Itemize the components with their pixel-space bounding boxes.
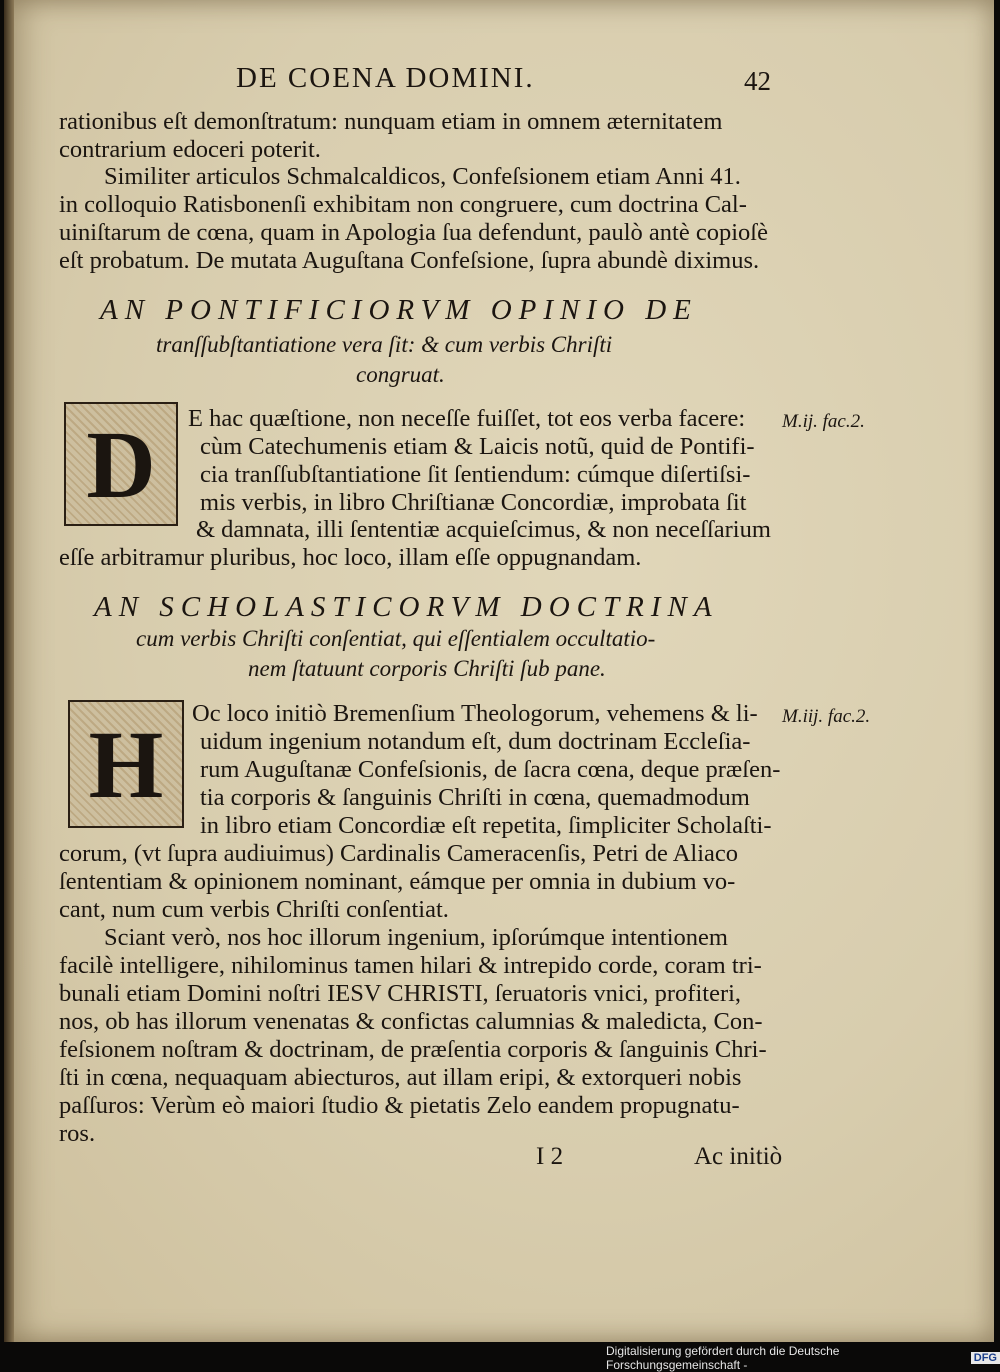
section-heading-1-line3: congruat. xyxy=(356,362,445,387)
text-line: cia tranſſubſtantiatione ſit ſentiendum: cúmque diſertiſsi- xyxy=(200,461,751,488)
section-heading-1: AN PONTIFICIORVM OPINIO DE xyxy=(100,294,698,326)
section-heading-2: AN SCHOLASTICORVM DOCTRINA xyxy=(94,591,719,623)
text-line: ros. xyxy=(59,1120,96,1147)
text-line: cant, num cum verbis Chriſti conſentiat. xyxy=(59,896,449,923)
text-line: uiniſtarum de cœna, quam in Apologia ſua defendunt, paulò antè copioſè xyxy=(59,219,768,246)
book-page xyxy=(4,0,994,1342)
text-line: facilè intelligere, nihilominus tamen hilari & intrepido corde, coram tri- xyxy=(59,952,762,979)
margin-note-2: M.iij. fac.2. xyxy=(782,706,871,727)
text-line: E hac quæſtione, non neceſſe fuiſſet, tot eos verba facere: xyxy=(188,405,746,432)
initial-letter: H xyxy=(88,710,164,818)
text-line: mis verbis, in libro Chriſtianæ Concordiæ, improbata ſit xyxy=(200,489,747,516)
running-head: DE COENA DOMINI. xyxy=(236,62,535,94)
text-line: Similiter articulos Schmalcaldicos, Confeſsionem etiam Anni 41. xyxy=(104,163,741,190)
decorated-initial-d xyxy=(64,402,178,526)
text-line: cùm Catechumenis etiam & Laicis notũ, quid de Pontifi- xyxy=(200,433,755,460)
margin-note-1: M.ij. fac.2. xyxy=(782,411,865,432)
decorated-initial-h xyxy=(68,700,184,828)
text-line: paſſuros: Verùm eò maiori ſtudio & pietatis Zelo eandem propugnatu- xyxy=(59,1092,740,1119)
text-line: ſti in cœna, nequaquam abiecturos, aut illam eripi, & extorqueri nobis xyxy=(59,1064,742,1091)
text-line: eſſe arbitramur pluribus, hoc loco, illam eſſe oppugnandam. xyxy=(59,544,642,571)
text-line: & damnata, illi ſententiæ acquieſcimus, & non neceſſarium xyxy=(196,516,771,543)
text-line: rum Auguſtanæ Confeſsionis, de ſacra cœna, deque præſen- xyxy=(200,756,781,783)
initial-letter: D xyxy=(86,410,156,518)
text-line: in colloquio Ratisbonenſi exhibitam non congruere, cum doctrina Cal- xyxy=(59,191,747,218)
signature-mark: I 2 xyxy=(536,1143,564,1170)
page-gutter xyxy=(4,0,14,1342)
folio-number: 42 xyxy=(744,66,771,96)
text-line: bunali etiam Domini noſtri IESV CHRISTI, ſeruatoris vnici, profiteri, xyxy=(59,980,742,1007)
section-heading-2-line3: nem ſtatuunt corporis Chriſti ſub pane. xyxy=(248,656,606,681)
text-line: nos, ob has illorum venenatas & confictas calumnias & maledicta, Con- xyxy=(59,1008,763,1035)
text-line: eſt probatum. De mutata Auguſtana Confeſsione, ſupra abundè diximus. xyxy=(59,247,760,274)
text-line: uidum ingenium notandum eſt, dum doctrinam Eccleſia- xyxy=(200,728,751,755)
footer-credit xyxy=(606,1344,1000,1372)
catchword: Ac initiò xyxy=(694,1143,783,1170)
text-line: feſsionem noſtram & doctrinam, de præſentia corporis & ſanguinis Chri- xyxy=(59,1036,767,1063)
section-heading-2-line2: cum verbis Chriſti conſentiat, qui eſſentialem occultatio- xyxy=(136,626,656,651)
text-line: ſententiam & opinionem nominant, eámque per omnia in dubium vo- xyxy=(59,868,736,895)
section-heading-1-line2: tranſſubſtantiatione vera ſit: & cum verbis Chriſti xyxy=(156,332,613,357)
text-line: rationibus eſt demonſtratum: nunquam etiam in omnem æternitatem xyxy=(59,108,723,135)
text-line: tia corporis & ſanguinis Chriſti in cœna, quemadmodum xyxy=(200,784,750,811)
text-line: in libro etiam Concordiæ eſt repetita, ſimpliciter Scholaſti- xyxy=(200,812,772,839)
text-line: Oc loco initiò Bremenſium Theologorum, vehemens & li- xyxy=(192,700,758,727)
text-line: Sciant verò, nos hoc illorum ingenium, ipſorúmque intentionem xyxy=(104,924,728,951)
text-line: contrarium edoceri poterit. xyxy=(59,136,321,163)
footer-text: Digitalisierung gefördert durch die Deutsche Forschungsgemeinschaft - xyxy=(606,1344,840,1372)
text-line: corum, (vt ſupra audiuimus) Cardinalis Cameracenſis, Petri de Aliaco xyxy=(59,840,739,867)
dfg-logo[interactable]: DFG xyxy=(971,1352,1000,1364)
